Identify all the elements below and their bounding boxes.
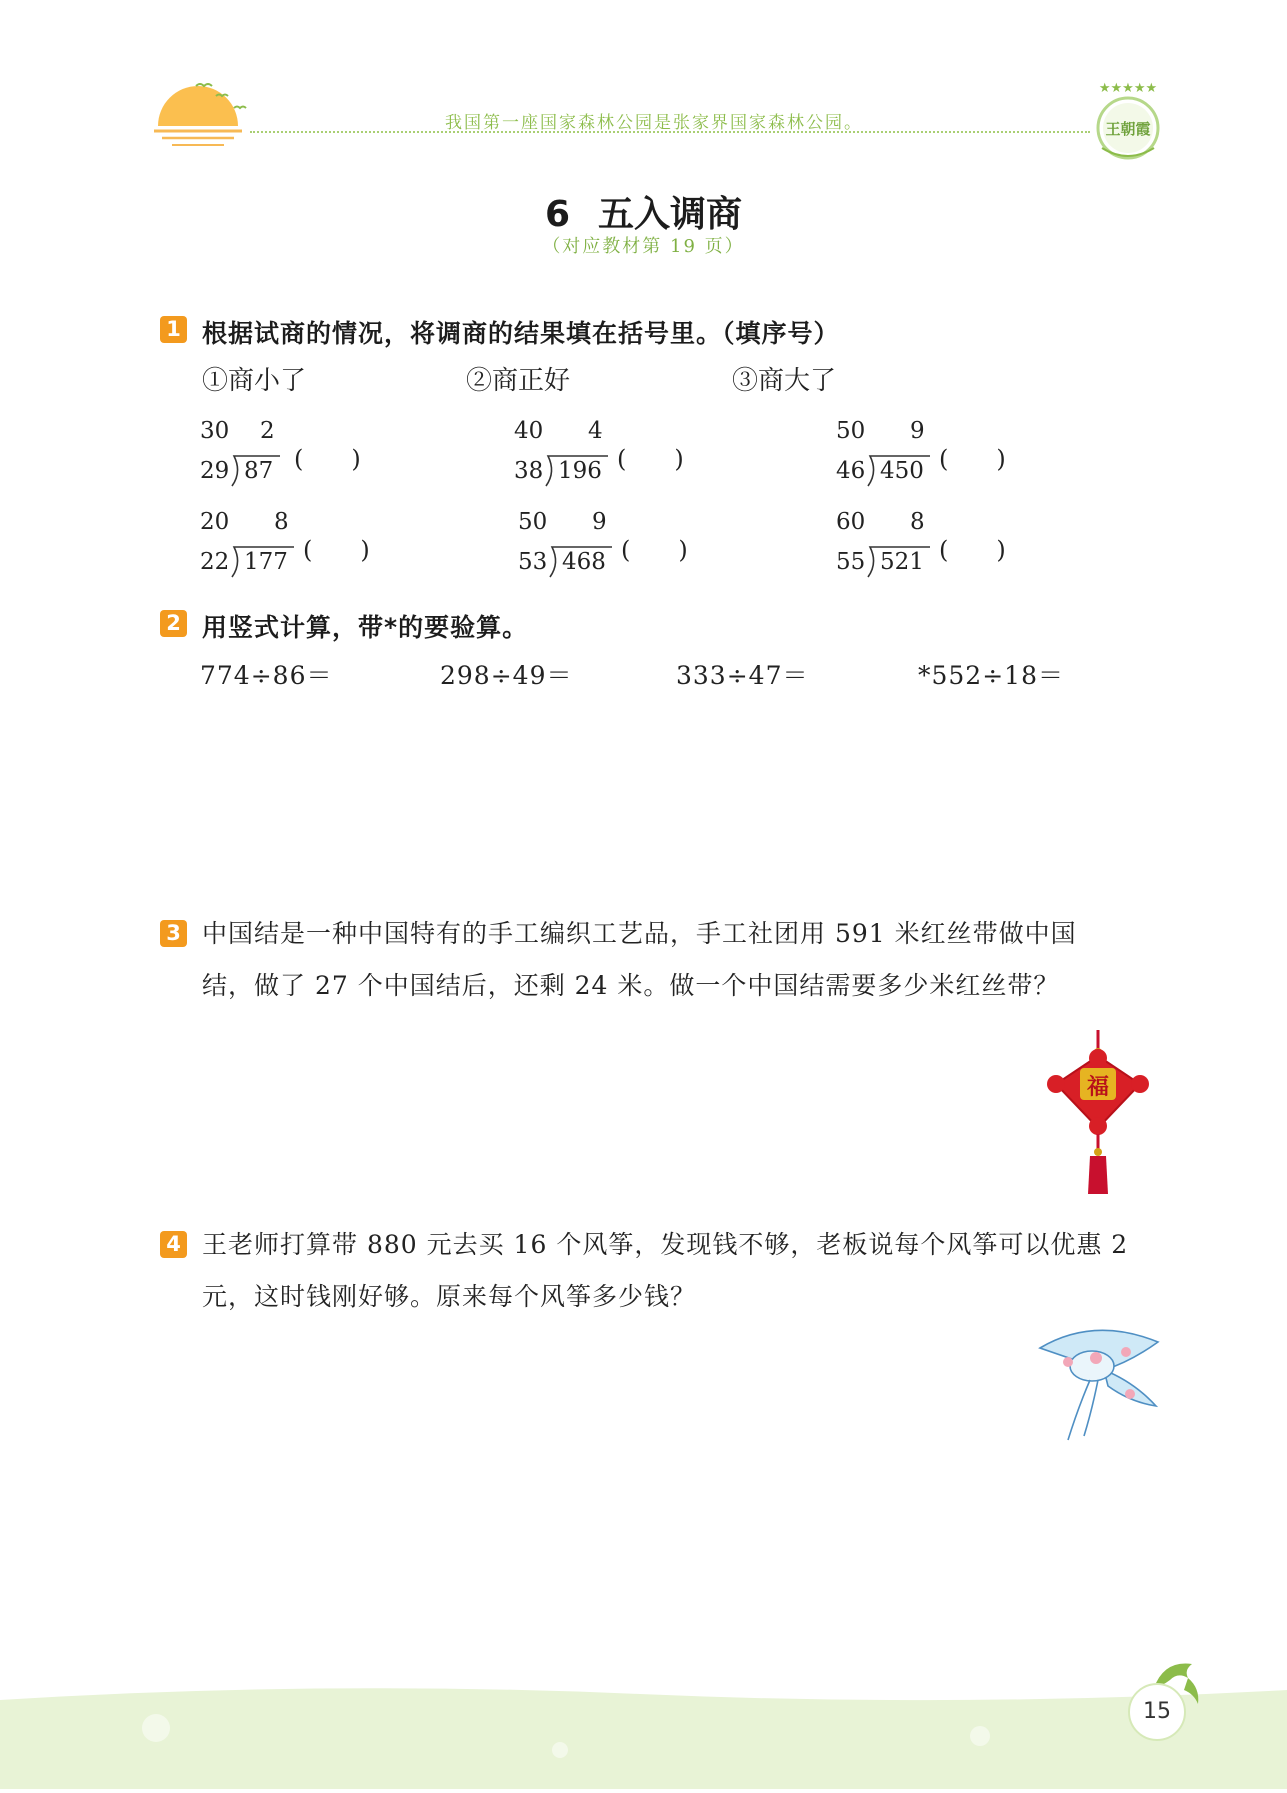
division-item-6 (836, 509, 1056, 599)
lesson-subtitle: （对应教材第 19 页） (542, 236, 745, 257)
lesson-number: 6 (544, 194, 571, 235)
quotient: 9 (910, 418, 925, 444)
dividend: 87 (244, 458, 274, 484)
question-badge-4: 4 (160, 1231, 187, 1258)
question-3-line-1: 中国结是一种中国特有的手工编织工艺品，手工社团用 591 米红丝带做中国 (202, 919, 1077, 948)
knot-fu-character: 福 (1086, 1075, 1109, 1100)
answer-blank[interactable]: ( ) (303, 536, 370, 564)
answer-blank[interactable]: ( ) (621, 536, 688, 564)
chinese-knot-icon (1046, 1028, 1150, 1196)
divisor: 38 (514, 458, 544, 484)
stars-badge-icon (1088, 78, 1168, 164)
header-dotted-rule (250, 131, 1090, 133)
answer-blank[interactable]: ( ) (294, 445, 361, 473)
expression-1: 774÷86＝ (200, 661, 333, 690)
chinese-knot-drawing (1046, 1028, 1150, 1196)
question-badge-2: 2 (160, 610, 187, 637)
quotient: 8 (910, 509, 925, 535)
dividend: 468 (562, 549, 606, 575)
expression-3: 333÷47＝ (676, 661, 809, 690)
answer-blank[interactable]: ( ) (939, 536, 1006, 564)
page-number: 15 (1128, 1683, 1186, 1741)
divisor: 55 (836, 549, 866, 575)
divisor: 53 (518, 549, 548, 575)
trial-quotient: 50 (836, 418, 866, 444)
question-badge-3: 3 (160, 920, 187, 947)
option-3: ③商大了 (732, 366, 837, 396)
trial-quotient: 50 (518, 509, 548, 535)
header-motto: 我国第一座国家森林公园是张家界国家森林公园。 (445, 113, 863, 133)
question-1-prompt: 根据试商的情况，将调商的结果填在括号里。（填序号） (202, 319, 840, 348)
quotient: 9 (592, 509, 607, 535)
trial-quotient: 30 (200, 418, 230, 444)
expression-4: *552÷18＝ (918, 661, 1064, 690)
lesson-title: 五入调商 (598, 194, 743, 235)
question-4-line-1: 王老师打算带 880 元去买 16 个风筝，发现钱不够，老板说每个风筝可以优惠 2 (202, 1230, 1129, 1259)
expression-2: 298÷49＝ (440, 661, 573, 690)
division-item-4 (200, 509, 420, 599)
quotient: 4 (588, 418, 603, 444)
dividend: 177 (244, 549, 288, 575)
dividend: 196 (558, 458, 602, 484)
dividend: 450 (880, 458, 924, 484)
footer-hills (0, 1680, 1287, 1789)
question-4-line-2: 元，这时钱刚好够。原来每个风筝多少钱？ (202, 1282, 697, 1311)
division-item-1 (200, 418, 420, 508)
swallow-kite-icon (1034, 1322, 1164, 1446)
page-title (0, 186, 1287, 237)
question-badge-1: 1 (160, 316, 187, 343)
trial-quotient: 60 (836, 509, 866, 535)
quotient: 8 (274, 509, 289, 535)
quotient: 2 (260, 418, 275, 444)
answer-blank[interactable]: ( ) (939, 445, 1006, 473)
question-3-line-2: 结，做了 27 个中国结后，还剩 24 米。做一个中国结需要多少米红丝带？ (202, 971, 1060, 1000)
page-footer (0, 1680, 1287, 1789)
dividend: 521 (880, 549, 924, 575)
sun-over-water-icon (150, 78, 260, 153)
division-item-3 (836, 418, 1056, 508)
trial-quotient: 40 (514, 418, 544, 444)
logo-text: 王朝霞 (1105, 120, 1151, 138)
trial-quotient: 20 (200, 509, 230, 535)
answer-blank[interactable]: ( ) (617, 445, 684, 473)
option-2: ②商正好 (466, 366, 571, 396)
divisor: 29 (200, 458, 230, 484)
divisor: 46 (836, 458, 866, 484)
option-1: ①商小了 (202, 366, 307, 396)
svg-text:★★★★★: ★★★★★ (1098, 81, 1158, 96)
divisor: 22 (200, 549, 230, 575)
division-item-2 (514, 418, 734, 508)
page-header (0, 0, 1287, 170)
question-2-prompt: 用竖式计算，带*的要验算。 (202, 613, 529, 642)
division-item-5 (518, 509, 738, 599)
